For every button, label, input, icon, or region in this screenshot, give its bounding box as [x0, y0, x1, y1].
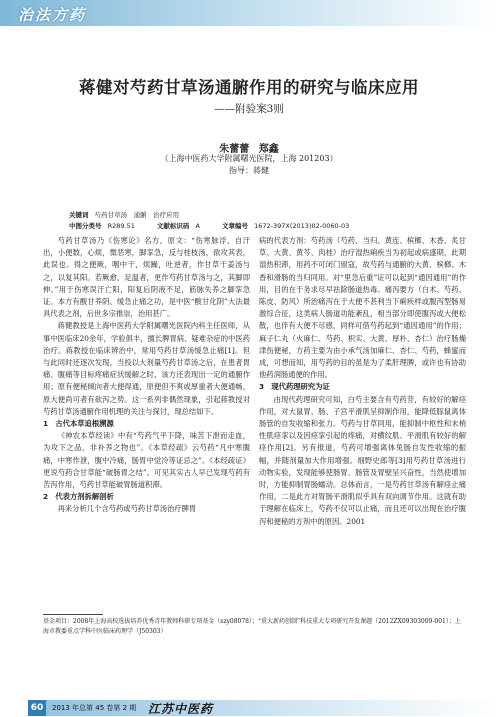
classification-row — [69, 221, 349, 230]
advisor: 指导：蒋健 — [229, 166, 269, 175]
paragraph: 病的代表方剂：芍药汤（芍药、当归、黄连、槟榔、木香、炙甘草、大黄、黄芩、肉桂）治疗湿热痢疾当为初起或病盛期，此期湿热积滞，用药不可闭门留寇，故芍药与通腑的大黄、槟榔、木香和滑肠的当归同用。对“里急后重”证可以起到“通因通用”的作用，目的在于务求尽早祛除肠道热毒。痛泻要方（白术、芍药、陈皮、防风）所治痛泻在于大便不甚利当下痢疾样或腹泻型肠易激综合征，这类病人肠道功能紊乱，相当部分即使腹泻或大便松散，也伴有大便不尽感，同样可借芍药起到“通因通用”的作用；麻子仁丸（火麻仁、芍药、枳实、大黄、厚朴、杏仁）治疗肠燥津伤便秘，方药主要为由小承气汤加麻仁、杏仁、芍药，蜂蜜而成，可想而知，用芍药的目的虽是为了柔肝理脾，或许也有协助他药润肠通便的作用。 — [259, 236, 466, 380]
footnote-divider — [43, 614, 103, 615]
body-column-right — [259, 235, 466, 528]
keywords-value: 芍药甘草汤 通腑 治疗应用 — [94, 211, 180, 219]
paragraph: 《神农本草经读》中有“芍药气平下降，味苦下泄而走血，为攻下之品，非补养之物也”。《本草经疏》云芍药“凡中寒腹痛，中寒作泄，腹中冷痛，肠胃中觉冷等证忌之”。《本经疏证》更说芍药合甘草能“破肠胃之结”。可见其实古人早已发现芍药有苦泻作用，芍药甘草能破胃肠道积滞。 — [43, 431, 250, 490]
paragraph: 芍药甘草汤乃《伤寒论》名方，原文：“伤寒脉浮，自汗出，小便数，心烦，微恶寒，脚挛急，反与桂枝汤，欲攻其表，此误也。得之便厥，咽中干，烦躁，吐逆者，作甘草干姜汤与之，以复其阳。若厥愈，足温者，更作芍药甘草汤与之，其脚即伸。”用于伤寒误汗亡阳，阳复后阴液不足，筋脉失养之脚挛急证。本方有酸甘养阴、缓急止痛之功，是中医“酸甘化阴”大法最具代表之剂，后世多宗推崇，治用甚广。 — [43, 236, 250, 319]
author-name: 朱蕾蕾 — [219, 144, 250, 155]
paragraph: 再来分析几个含芍药或芍药甘草汤治疗脾胃 — [57, 504, 197, 514]
keywords-row — [69, 210, 179, 219]
article-no-label: 文章编号 — [222, 222, 249, 230]
article-no-value: 1672-397X(2013)02-0060-03 — [254, 222, 350, 230]
article-title: 蒋健对芍药甘草汤通腑作用的研究与临床应用 — [79, 78, 419, 97]
paragraph: 蒋健教授是上海中医药大学附属曙光医院内科主任医师，从事中医临床20余年，学验俱丰，擅长脾胃病、疑难杂症的中医药治疗。蒋教授在临床辨治中，常用芍药甘草汤缓急止痛[1]。但与此同时还逐次发现，当投以大剂量芍药甘草汤之后，在患者胃痛、腹痛等目标疼痛症状缓解之时，该方还表现出一定的通腑作用；原有便秘倾向者大便得通，原便但不爽或厚重者大便通畅，原大便尚可者有欲泻之势。这一系列非偶然现象，引起蒋教授对芍药甘草汤通腑作用机理的关注与探讨，现总结如下。 — [43, 321, 250, 416]
issue-info: 2013 年总第 45 卷第 2 期 — [52, 704, 137, 712]
doc-code-label: 文献标识码 — [156, 222, 190, 230]
keywords-label: 关键词 — [69, 211, 89, 219]
funding-footnote: 基金项目：2008年上海高校选拔培养优秀青年教师科研专项基金（szy08078）；“重大新药创制”科技重大专项研究开发课题（2012ZX09303009-001）；上海市教委重点学科中医临床药理学（J50303） — [43, 618, 461, 635]
clc-value: R289.51 — [107, 222, 135, 230]
author-name: 郑鑫 — [258, 144, 279, 155]
paragraph: 由现代药理研究可知，白芍主要含有芍药苷，有较好的解痉作用，对大鼠胃、肠、子宫平滑肌呈抑制作用，能降低豚鼠离体肠管的自发收缩和张力。芍药与甘草同用，能抑制中枢性和末梢性肌痉挛以及因痉挛引起的疼痛，对横纹肌、平滑肌有较好的解痉作用[2]。另有报道，芍药可增强离体兔肠自发性收缩的振幅，并随剂量加大作用增强。细野史郎等[3]用芍药甘草汤进行动物实验，发现能够使肠胃、肠管及胃壁呈兴奋性，当然使增加时，方能抑制胃肠蠕动。总体而言，一是芍药甘草汤有解痉止痛作用，二是此方对胃肠平滑肌似乎具有双向调节作用。这就有助于理解在临床上，芍药不仅可以止痛，而且还可以出现在治疗腹泻和便秘的方剂中的原因。2001 — [259, 394, 466, 526]
doc-code-value: A — [195, 222, 200, 230]
section-label: 治法方药 — [18, 6, 87, 24]
section-heading: 1 古代本草追根溯源 — [43, 419, 114, 429]
clc-label: 中图分类号 — [69, 222, 102, 230]
article-subtitle: ——附验案3则 — [214, 103, 284, 115]
section-heading: 3 现代药理研究为证 — [259, 382, 330, 392]
section-heading: 2 代表方剂拆解剖析 — [43, 492, 114, 502]
affiliation: （上海中医药大学附属曙光医院，上海 201203） — [160, 154, 338, 163]
body-column-left — [43, 235, 250, 516]
page-number: 60 — [28, 700, 46, 716]
journal-logo: 江苏中医药 — [148, 702, 214, 716]
